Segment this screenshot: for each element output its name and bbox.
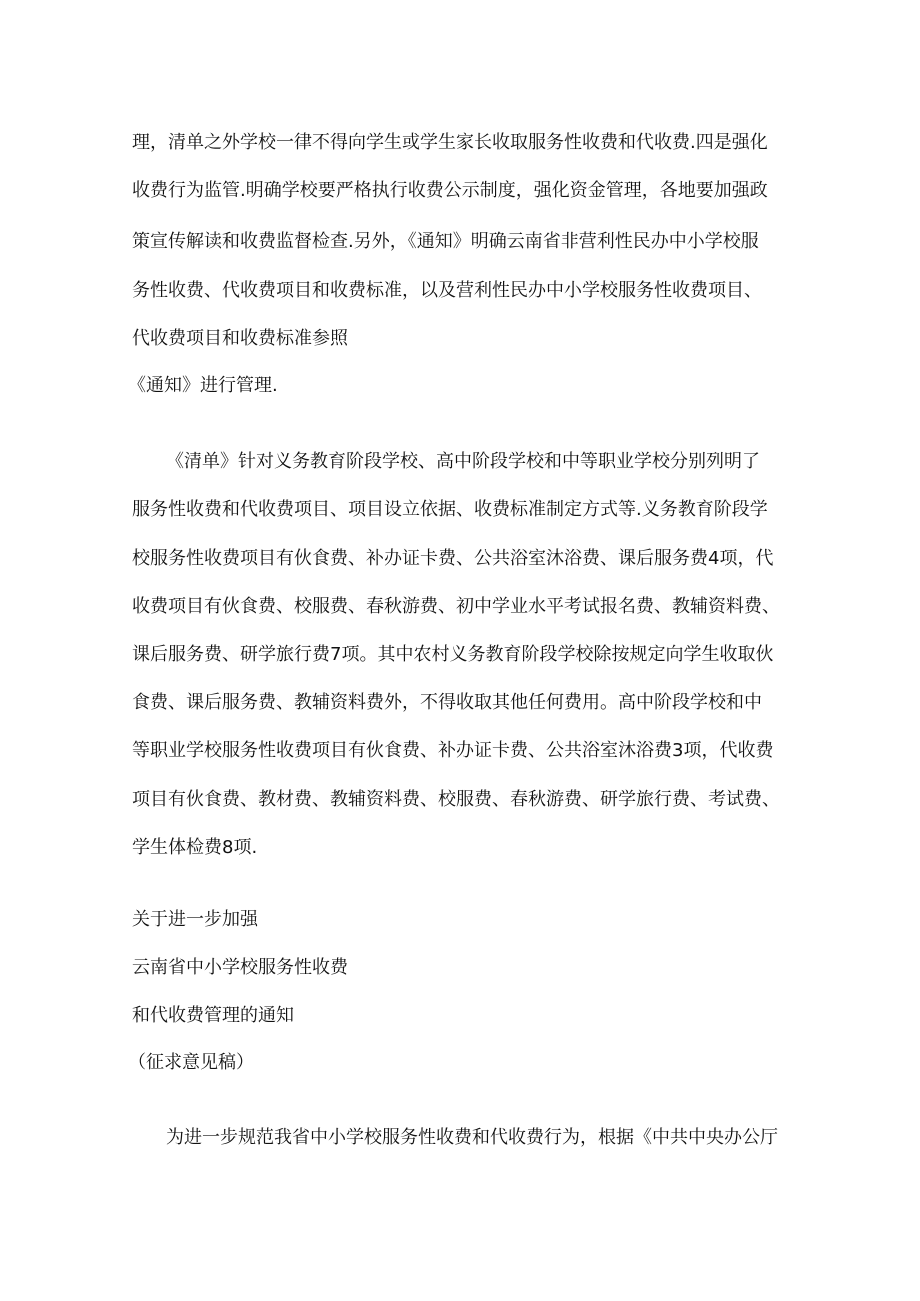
notice-subtitle-draft: （征求意见稿） [128, 1052, 254, 1073]
paragraph-2-line-3: 校服务性收费项目有伙食费、补办证卡费、公共浴室沐浴费、课后服务费4项，代 [132, 548, 774, 569]
paragraph-2-line-4: 收费项目有伙食费、校服费、春秋游费、初中学业水平考试报名费、教辅资料费、 [132, 596, 780, 617]
paragraph-2-line-8: 项目有伙食费、教材费、教辅资料费、校服费、春秋游费、研学旅行费、考试费、 [132, 789, 780, 810]
notice-title-line-2: 云南省中小学校服务性收费 [132, 957, 348, 978]
paragraph-1-line-3: 策宣传解读和收费监督检查.另外，《通知》明确云南省非营利性民办中小学校服 [132, 231, 759, 252]
paragraph-1-line-5: 代收费项目和收费标准参照 [132, 328, 348, 349]
paragraph-1-line-4: 务性收费、代收费项目和收费标准，以及营利性民办中小学校服务性收费项目、 [132, 280, 762, 301]
paragraph-2-line-7: 等职业学校服务性收费项目有伙食费、补办证卡费、公共浴室沐浴费3项，代收费 [132, 740, 774, 761]
paragraph-2-line-9: 学生体检费8项. [132, 837, 258, 858]
paragraph-1-line-1: 理，清单之外学校一律不得向学生或学生家长收取服务性收费和代收费.四是强化 [132, 132, 768, 153]
paragraph-1-line-2: 收费行为监管.明确学校要严格执行收费公示制度，强化资金管理，各地要加强政 [132, 180, 768, 201]
paragraph-2-line-5: 课后服务费、研学旅行费7项。其中农村义务教育阶段学校除按规定向学生收取伙 [132, 644, 774, 665]
paragraph-2-line-1: 《清单》针对义务教育阶段学校、高中阶段学校和中等职业学校分别列明了 [166, 451, 760, 472]
paragraph-3-line-1: 为进一步规范我省中小学校服务性收费和代收费行为，根据《中共中央办公厅 [166, 1127, 778, 1148]
paragraph-2-line-6: 食费、课后服务费、教辅资料费外，不得收取其他任何费用。高中阶段学校和中 [132, 692, 762, 713]
notice-title-line-3: 和代收费管理的通知 [132, 1005, 294, 1026]
paragraph-1-line-6: 《通知》进行管理. [128, 375, 278, 396]
paragraph-2-line-2: 服务性收费和代收费项目、项目设立依据、收费标准制定方式等.义务教育阶段学 [132, 499, 768, 520]
notice-title-line-1: 关于进一步加强 [132, 909, 258, 930]
